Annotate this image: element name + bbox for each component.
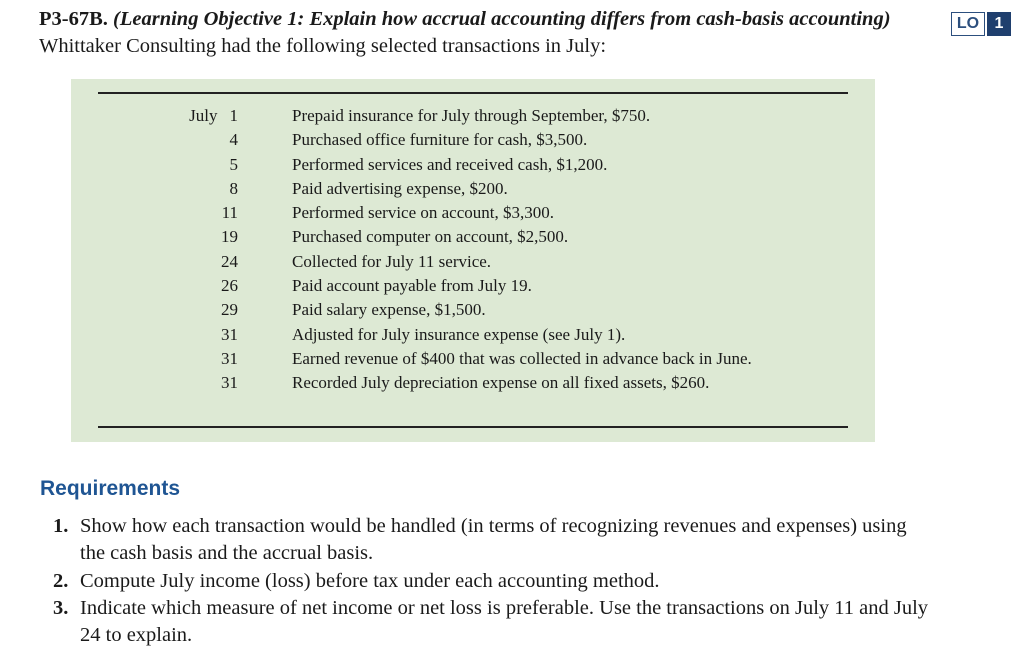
table-top-rule: [98, 92, 848, 94]
requirement-item: [53, 595, 933, 650]
transaction-row: [71, 201, 875, 225]
requirement-item: [53, 568, 933, 595]
requirement-number: 2.: [53, 569, 69, 592]
transaction-description: Earned revenue of $400 that was collected in advance back in June.: [292, 348, 752, 368]
transaction-day: 31: [221, 373, 238, 393]
learning-objective-badge: [951, 12, 1011, 36]
transaction-row: [71, 347, 875, 371]
transaction-description: Performed service on account, $3,300.: [292, 203, 554, 223]
transaction-row: [71, 298, 875, 322]
transaction-day: 8: [229, 178, 238, 198]
transaction-row: [71, 153, 875, 177]
transaction-date: [71, 347, 238, 371]
transaction-date: [71, 177, 238, 201]
transaction-day: 24: [221, 251, 238, 271]
transaction-date: [71, 225, 238, 249]
transaction-row: [71, 274, 875, 298]
transactions-list: [71, 104, 875, 396]
transactions-table: [71, 79, 875, 442]
requirement-text: Indicate which measure of net income or net loss is preferable. Use the transactions on July 11 and July 24 to explain.: [80, 596, 929, 647]
transaction-date: [71, 274, 238, 298]
transaction-row: [71, 177, 875, 201]
transaction-day: 11: [221, 203, 238, 223]
transaction-date: [71, 298, 238, 322]
transaction-row: [71, 225, 875, 249]
requirements-title: Requirements: [40, 477, 181, 500]
transaction-description: Adjusted for July insurance expense (see July 1).: [292, 324, 626, 344]
requirement-item: [53, 513, 933, 568]
transaction-description: Purchased computer on account, $2,500.: [292, 227, 569, 247]
transaction-date: [71, 201, 238, 225]
transaction-month: July: [189, 106, 218, 125]
learning-objective: (Learning Objective 1: Explain how accrual accounting differs from cash-basis accounting): [113, 8, 891, 30]
transaction-date: [71, 128, 238, 152]
problem-statement: Whittaker Consulting had the following selected transactions in July:: [39, 35, 607, 57]
table-bottom-rule: [98, 426, 848, 428]
transaction-day: 19: [221, 227, 238, 247]
transaction-day: 4: [229, 130, 238, 150]
transaction-row: [71, 128, 875, 152]
transaction-row: [71, 323, 875, 347]
transaction-date: [71, 104, 238, 128]
transaction-date: [71, 323, 238, 347]
transaction-description: Paid account payable from July 19.: [292, 276, 532, 296]
transaction-description: Prepaid insurance for July through September, $750.: [292, 106, 651, 125]
requirement-number: 3.: [53, 596, 69, 619]
transaction-date: [71, 250, 238, 274]
transaction-date: [71, 371, 238, 395]
requirement-text: Show how each transaction would be handled (in terms of recognizing revenues and expenses) using the cash basis and the accrual basis.: [80, 515, 907, 565]
transaction-description: Paid salary expense, $1,500.: [292, 300, 486, 320]
transaction-day: 31: [221, 324, 238, 344]
transaction-description: Recorded July depreciation expense on all fixed assets, $260.: [292, 373, 710, 393]
transaction-day: 29: [221, 300, 238, 320]
transaction-row: [71, 104, 875, 128]
transaction-row: [71, 250, 875, 274]
transaction-date: [71, 153, 238, 177]
transaction-description: Paid advertising expense, $200.: [292, 178, 508, 198]
transaction-row: [71, 371, 875, 395]
requirement-number: 1.: [53, 515, 69, 537]
transaction-day: 1: [229, 106, 238, 125]
transaction-day: 31: [221, 348, 238, 368]
requirements-list: [53, 513, 933, 649]
requirement-text: Compute July income (loss) before tax under each accounting method.: [80, 569, 660, 592]
transaction-description: Performed services and received cash, $1,200.: [292, 154, 608, 174]
transaction-description: Purchased office furniture for cash, $3,500.: [292, 130, 588, 150]
transaction-description: Collected for July 11 service.: [292, 251, 492, 271]
transaction-day: 26: [221, 276, 238, 296]
problem-number: P3-67B.: [39, 8, 108, 30]
lo-number: 1: [987, 12, 1011, 36]
problem-heading: [39, 6, 929, 60]
lo-label: LO: [951, 12, 985, 36]
transaction-day: 5: [229, 154, 238, 174]
